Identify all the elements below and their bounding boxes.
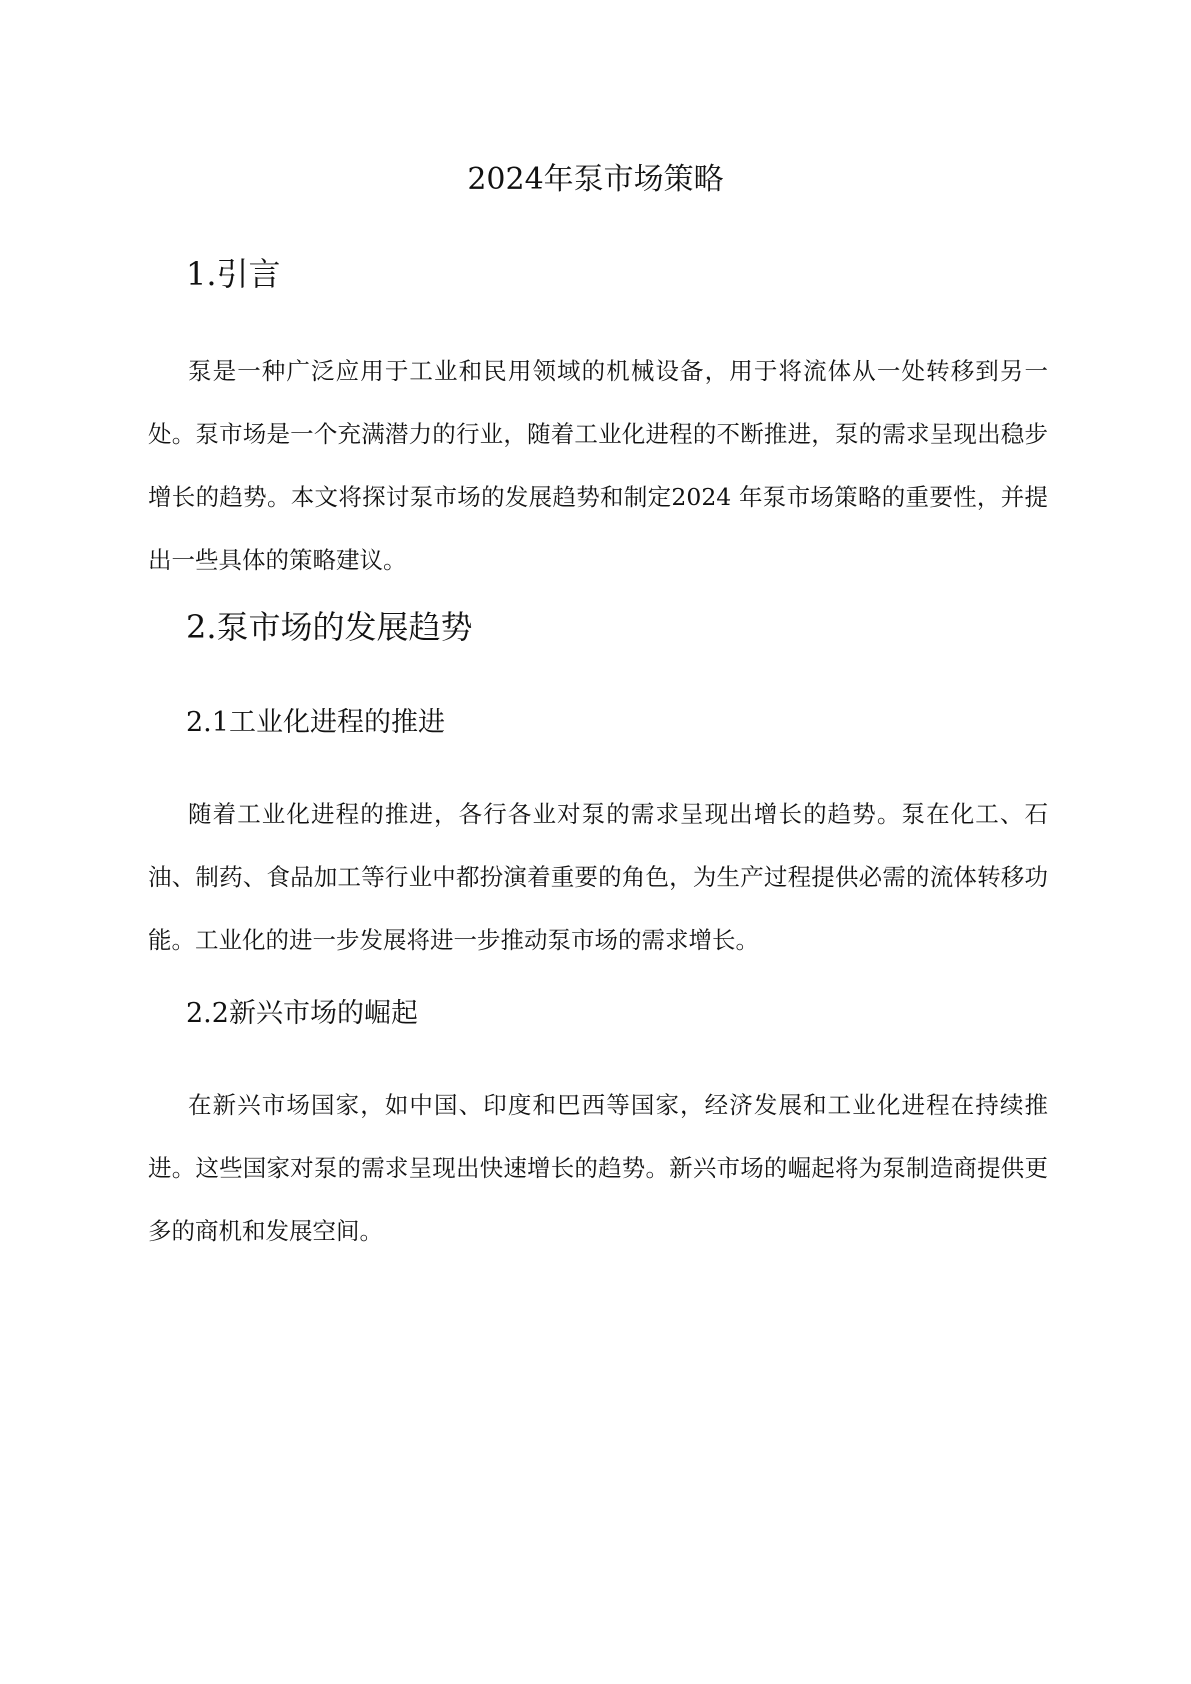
industrialization-paragraph: 随着工业化进程的推进，各行各业对泵的需求呈现出增长的趋势。泵在化工、石油、制药、食品加工等行业中都扮演着重要的角色，为生产过程提供必需的流体转移功能。工业化的进一步发展将进一步推动泵市场的需求增长。	[148, 800, 1048, 954]
emerging-markets-paragraph: 在新兴市场国家，如中国、印度和巴西等国家，经济发展和工业化进程在持续推进。这些国家对泵的需求呈现出快速增长的趋势。新兴市场的崛起将为泵制造商提供更多的商机和发展空间。	[148, 1091, 1048, 1245]
section-heading-introduction: 1.引言	[186, 255, 281, 293]
document-title: 2024年泵市场策略	[467, 162, 724, 197]
subsection-heading-industrialization: 2.1工业化进程的推进	[186, 707, 445, 738]
introduction-paragraph: 泵是一种广泛应用于工业和民用领域的机械设备，用于将流体从一处转移到另一处。泵市场是一个充满潜力的行业，随着工业化进程的不断推进，泵的需求呈现出稳步增长的趋势。本文将探讨泵市场的发展趋势和制定2024 年泵市场策略的重要性，并提出一些具体的策略建议。	[148, 357, 1048, 574]
section-heading-market-trends: 2.泵市场的发展趋势	[186, 608, 473, 646]
subsection-heading-emerging-markets: 2.2新兴市场的崛起	[186, 998, 418, 1029]
